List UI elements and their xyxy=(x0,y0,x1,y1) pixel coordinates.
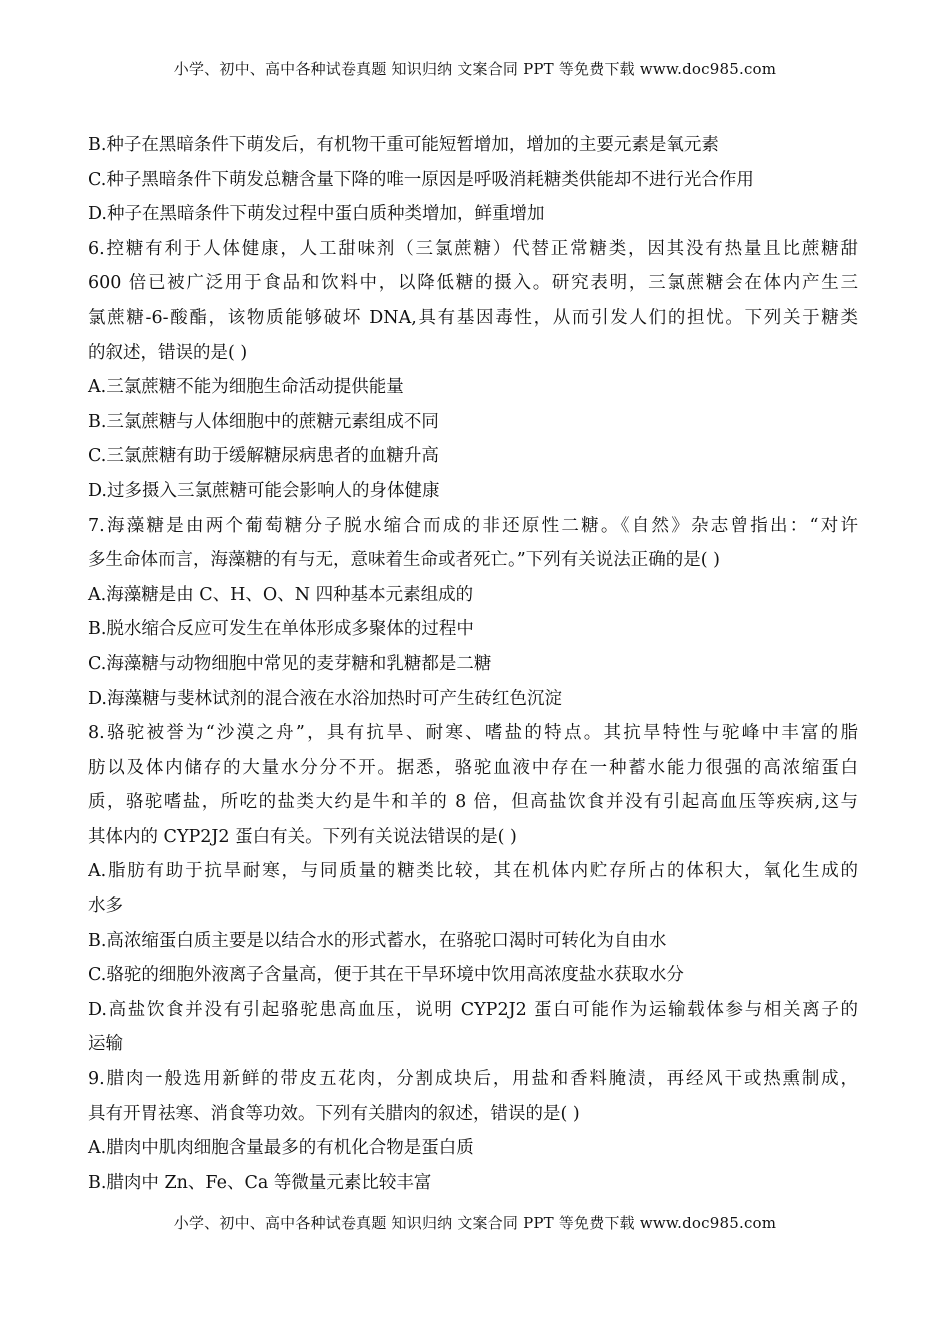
option-a: A.脂肪有助于抗旱耐寒，与同质量的糖类比较，其在机体内贮存所占的体积大，氧化生成的 xyxy=(88,861,858,882)
option-b: B.腊肉中 Zn、Fe、Ca 等微量元素比较丰富 xyxy=(88,1172,432,1193)
question-6-line: 的叙述，错误的是( ) xyxy=(88,342,248,363)
option-a: A.海藻糖是由 C、H、O、N 四种基本元素组成的 xyxy=(88,584,474,605)
page-footer: 小学、初中、高中各种试卷真题 知识归纳 文案合同 PPT 等免费下载 www.doc985.com xyxy=(173,1214,777,1232)
question-7-line: 7.海藻糖是由两个葡萄糖分子脱水缩合而成的非还原性二糖。《自然》杂志曾指出：“对许 xyxy=(88,515,858,536)
question-6-line: 600 倍已被广泛用于食品和饮料中，以降低糖的摄入。研究表明，三氯蔗糖会在体内产生三 xyxy=(88,273,858,294)
question-6-line: 氯蔗糖-6-酸酯，该物质能够破坏 DNA,具有基因毒性，从而引发人们的担忧。下列关于糖类 xyxy=(88,307,858,328)
page-header: 小学、初中、高中各种试卷真题 知识归纳 文案合同 PPT 等免费下载 www.doc985.com xyxy=(173,60,777,78)
option-a: A.三氯蔗糖不能为细胞生命活动提供能量 xyxy=(88,377,404,398)
option-d: D.过多摄入三氯蔗糖可能会影响人的身体健康 xyxy=(88,480,440,501)
question-8-line: 肪以及体内储存的大量水分分不开。据悉，骆驼血液中存在一种蓄水能力很强的高浓缩蛋白 xyxy=(88,757,858,778)
option-d: D.海藻糖与斐林试剂的混合液在水浴加热时可产生砖红色沉淀 xyxy=(88,688,562,709)
text-line: D.种子在黑暗条件下萌发过程中蛋白质种类增加，鲜重增加 xyxy=(88,204,545,225)
option-b: B.脱水缩合反应可发生在单体形成多聚体的过程中 xyxy=(88,619,474,640)
option-c: C.海藻糖与动物细胞中常见的麦芽糖和乳糖都是二糖 xyxy=(88,653,492,674)
question-6-line: 6.控糖有利于人体健康，人工甜味剂（三氯蔗糖）代替正常糖类，因其没有热量且比蔗糖甜 xyxy=(88,238,858,259)
option-d: D.高盐饮食并没有引起骆驼患高血压，说明 CYP2J2 蛋白可能作为运输载体参与相关离子的 xyxy=(88,999,858,1020)
question-9-line: 9.腊肉一般选用新鲜的带皮五花肉，分割成块后，用盐和香料腌渍，再经风干或热熏制成， xyxy=(88,1069,858,1090)
option-c: C.三氯蔗糖有助于缓解糖尿病患者的血糖升高 xyxy=(88,446,439,467)
option-d-cont: 运输 xyxy=(88,1034,123,1055)
option-a-cont: 水多 xyxy=(88,896,123,917)
question-8-line: 8.骆驼被誉为“沙漠之舟”，具有抗旱、耐寒、嗜盐的特点。其抗旱特性与驼峰中丰富的脂 xyxy=(88,723,858,744)
option-b: B.高浓缩蛋白质主要是以结合水的形式蓄水，在骆驼口渴时可转化为自由水 xyxy=(88,930,667,951)
text-line: B.种子在黑暗条件下萌发后，有机物干重可能短暂增加，增加的主要元素是氧元素 xyxy=(88,135,719,155)
option-a: A.腊肉中肌肉细胞含量最多的有机化合物是蛋白质 xyxy=(88,1138,474,1159)
option-b: B.三氯蔗糖与人体细胞中的蔗糖元素组成不同 xyxy=(88,411,439,432)
question-7-line: 多生命体而言，海藻糖的有与无，意味着生命或者死亡。”下列有关说法正确的是( ) xyxy=(88,550,720,571)
text-line: C.种子黑暗条件下萌发总糖含量下降的唯一原因是呼吸消耗糖类供能却不进行光合作用 xyxy=(88,169,754,190)
question-8-line: 质，骆驼嗜盐，所吃的盐类大约是牛和羊的 8 倍，但高盐饮食并没有引起高血压等疾病,这与 xyxy=(88,792,858,813)
question-9-line: 具有开胃祛寒、消食等功效。下列有关腊肉的叙述，错误的是( ) xyxy=(88,1103,580,1124)
option-c: C.骆驼的细胞外液离子含量高，便于其在干旱环境中饮用高浓度盐水获取水分 xyxy=(88,965,684,986)
question-8-line: 其体内的 CYP2J2 蛋白有关。下列有关说法错误的是( ) xyxy=(88,826,517,847)
document-body xyxy=(88,128,858,1200)
